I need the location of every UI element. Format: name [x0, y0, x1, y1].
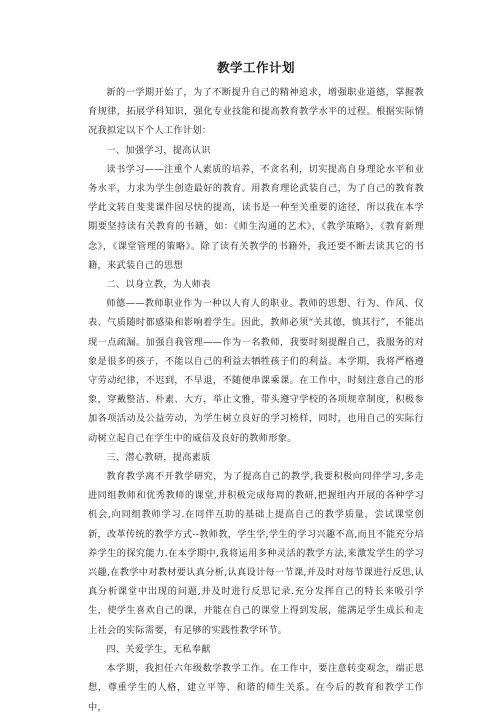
section-1-paragraph: 读书学习——注重个人素质的培养，不贪名利，切实提高自身理论水平和业务水平，力求为学生创造最好的教育。用教育理论武装自己，为了自己的教育教学此文转自斐斐课件园尽快的提高，读书是一种至关重要的途径，所以我在本学期要坚持读有关教育的书籍，如：《师生沟通的艺术》，《教学策略》，《教育新理念》，《课堂管理的策略》。除了读有关教学的书籍外，我还要不断去读其它的书籍，来武装自己的思想	[88, 163, 424, 271]
section-heading-4: 四、关爱学生，无私奉献	[106, 643, 211, 655]
section-heading-2: 二、以身立教，为人师表	[106, 279, 211, 291]
section-2-paragraph: 师德——教师职业作为一种以人育人的职业。教师的思想、行为、作风、仪表、气质随时都感染和影响着学生。因此，教师必须“关其德，慎其行”，不能出现一点疏漏。加强自我管理——作为一名教师，我要时刻提醒自己，我服务的对象是很多的孩子，不能以自己的利益去牺牲孩子们的利益。本学期，我将严格遵守劳动纪律，不迟到，不早退，不随便串课乘课。在工作中，时刻注意自己的形象，穿戴整洁、朴素、大方，举止文雅，带头遵守学校的各项规章制度，积极参加各项活动及公益劳动，为学生树立良好的学习榜样，同时，也用自己的实际行动树立起自己在学生中的威信及良好的教师形象。	[88, 298, 424, 444]
intro-paragraph: 新的一学期开始了，为了不断提升自己的精神追求，增强职业道德，掌握教育规律，拓展学科知识，强化专业技能和提高教育教学水平的过程。根据实际情况我拟定以下个人工作计划：	[88, 87, 424, 137]
section-4-paragraph: 本学期，我担任六年级数学教学工作。在工作中，要注意转变观念，端正思想，尊重学生的人格，建立平等、和谐的师生关系。在今后的教育和教学工作中，	[88, 663, 424, 713]
section-heading-3: 三、潜心教研，提高素质	[106, 451, 211, 463]
document-title: 教学工作计划	[216, 60, 295, 75]
section-heading-1: 一、加强学习，提高认识	[106, 144, 211, 156]
document-page	[88, 58, 424, 717]
section-3-paragraph: 教育教学离不开教学研究，为了提高自己的教学,我要积极向同伴学习,多走进同组教师和优秀教师的课堂,并积极完成每周的教研,把握组内开展的各种学习机会,向同组教师学习.在同伴互助的基础上提高自己的教学质量，尝试课堂创新，改革传统的教学方式--教师教，学生学,学生的学习兴趣不高,而且不能充分培养学生的探究能力.在本学期中,我将运用多种灵活的教学方法,来激发学生的学习兴趣,在教学中对教材要认真分析,认真设计每一节课,并及时对每节课进行反思,认真分析课堂中出现的问题,并及时进行反思记录.充分发挥自己的特长来吸引学生，使学生喜欢自己的课，并能在自己的课堂上得到发展，能满足学生成长和走上社会的实际需要，有足够的实践性教学环节。	[88, 471, 424, 636]
